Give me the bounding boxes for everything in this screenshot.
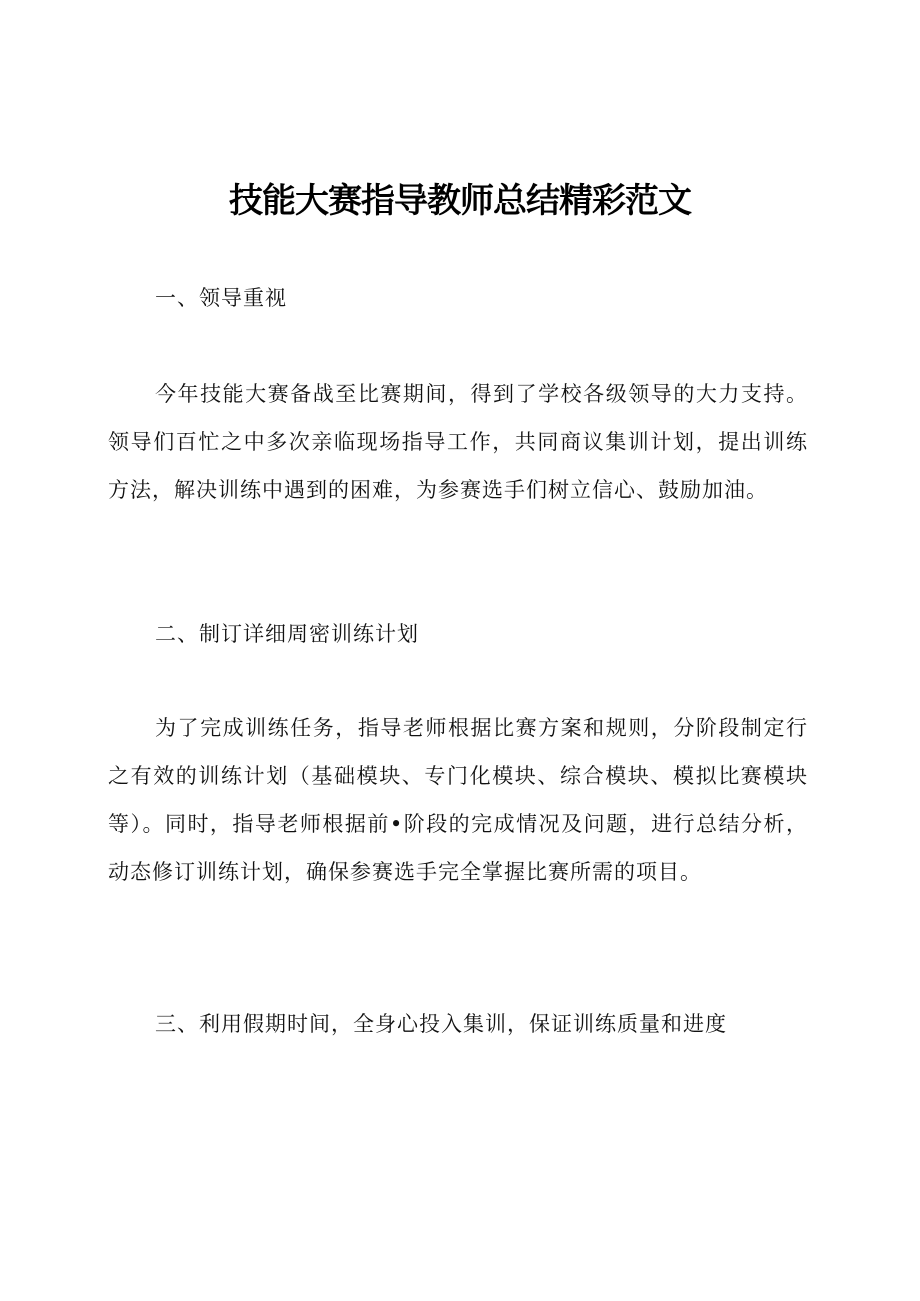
section-heading-1: 一、领导重视 — [155, 286, 287, 310]
document-title: 技能大赛指导教师总结精彩范文 — [229, 181, 691, 221]
section-paragraph-1: 今年技能大赛备战至比赛期间，得到了学校各级领导的大力支持。领导们百忙之中多次亲临现场指导工作，共同商议集训计划，提出训练方法，解决训练中遇到的困难，为参赛选手们树立信心、鼓励加油。 — [108, 382, 808, 502]
section-heading-3: 三、利用假期时间，全身心投入集训，保证训练质量和进度 — [155, 1012, 727, 1036]
section-paragraph-2: 为了完成训练任务，指导老师根据比赛方案和规则，分阶段制定行之有效的训练计划（基础模块、专门化模块、综合模块、模拟比赛模块等）。同时，指导老师根据前•阶段的完成情况及问题，进行总结分析，动态修订训练计划，确保参赛选手完全掌握比赛所需的项目。 — [108, 716, 808, 884]
section-heading-2: 二、制订详细周密训练计划 — [155, 622, 419, 646]
